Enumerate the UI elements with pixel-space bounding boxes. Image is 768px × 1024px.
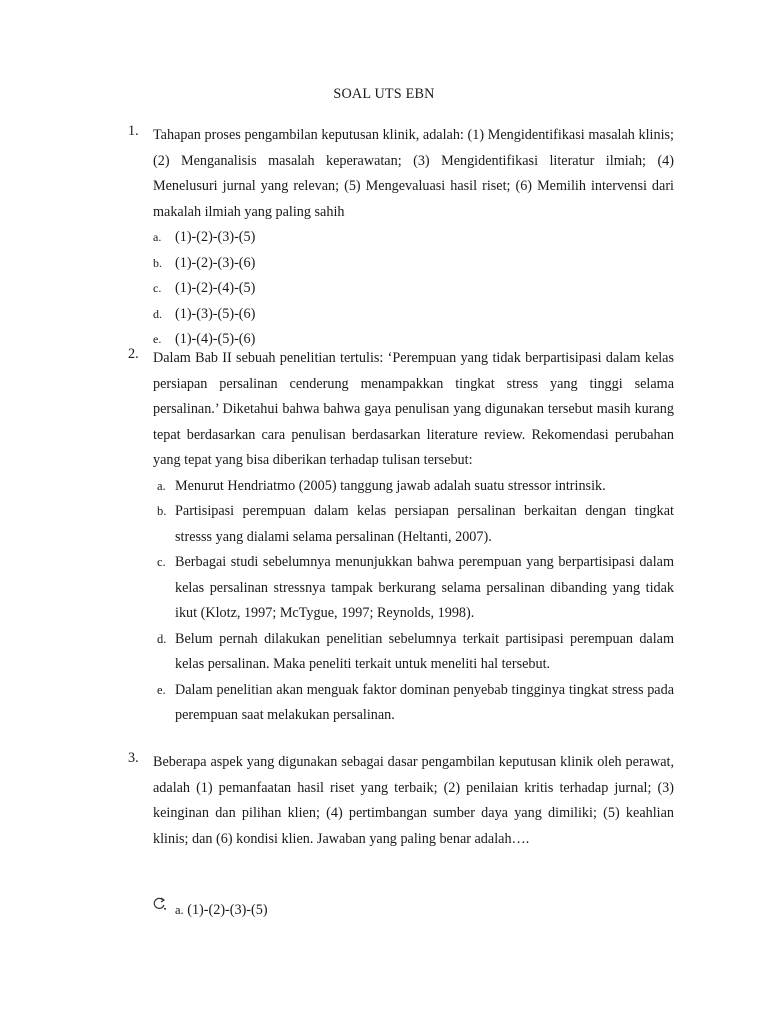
option-text: (1)-(2)-(4)-(5) bbox=[175, 280, 256, 296]
option-letter: c. bbox=[153, 281, 162, 295]
option-text: (1)-(3)-(5)-(6) bbox=[175, 305, 256, 322]
option-item bbox=[153, 276, 674, 302]
option-item bbox=[153, 474, 674, 500]
option-letter: a. bbox=[157, 478, 166, 493]
option-text: (1)-(4)-(5)-(6) bbox=[175, 331, 256, 347]
option-letter: e. bbox=[157, 682, 166, 697]
option-item bbox=[153, 302, 674, 328]
option-text: (1)-(2)-(3)-(5) bbox=[187, 902, 268, 918]
option-text: Berbagai studi sebelumnya menunjukkan bahwa perempuan yang berpartisipasi dalam kelas persalinan stressnya tampak berkurang selama persalinan dibanding yang tidak ikut (Klotz, 1997; McTygue, 1997; Reynolds, 1998). bbox=[175, 554, 674, 621]
option-text: Menurut Hendriatmo (2005) tanggung jawab adalah suatu stressor intrinsik. bbox=[175, 477, 606, 494]
option-text: (1)-(2)-(3)-(6) bbox=[175, 254, 256, 271]
option-item bbox=[153, 499, 674, 550]
option-item bbox=[153, 627, 674, 678]
rotate-arrow-icon bbox=[153, 896, 167, 917]
option-letter: e. bbox=[153, 332, 162, 346]
option-letter: c. bbox=[157, 555, 166, 569]
option-text: Dalam penelitian akan menguak faktor dominan penyebab tingginya tingkat stress pada perempuan saat melakukan persalinan. bbox=[175, 681, 674, 723]
option-item bbox=[153, 225, 674, 251]
option-letter: d. bbox=[153, 306, 162, 321]
option-list bbox=[128, 474, 674, 729]
option-list bbox=[128, 225, 674, 353]
document-title: SOAL UTS EBN bbox=[333, 86, 435, 102]
question-stem: Tahapan proses pengambilan keputusan klinik, adalah: (1) Mengidentifikasi masalah klinis; (2) Menganalisis masalah keperawatan; (3) Mengidentifikasi literatur ilmiah; (4) Menelusuri jurnal yang relevan; (5) Mengevaluasi hasil riset; (6) Memilih intervensi dari makalah ilmiah yang paling sahih bbox=[153, 127, 674, 220]
option-text: (1)-(2)-(3)-(5) bbox=[175, 229, 256, 245]
option-letter: a. bbox=[153, 230, 162, 244]
question-number: 1. bbox=[128, 123, 139, 139]
option-item bbox=[175, 902, 268, 919]
question-stem: Beberapa aspek yang digunakan sebagai dasar pengambilan keputusan klinik oleh perawat, adalah (1) pemanfaatan hasil riset yang terbaik; (2) penilaian kritis terhadap jurnal; (3) keinginan dan pilihan klien; (4) pertimbangan sumber daya yang dimiliki; (5) keahlian klinis; dan (6) kondisi klien. Jawaban yang paling benar adalah…. bbox=[153, 754, 674, 847]
option-text: Belum pernah dilakukan penelitian sebelumnya terkait partisipasi perempuan dalam kelas persalinan. Maka peneliti terkait untuk meneliti hal tersebut. bbox=[175, 630, 674, 672]
question-number: 3. bbox=[128, 750, 139, 766]
question-2 bbox=[128, 346, 674, 729]
option-letter: b. bbox=[153, 255, 162, 270]
option-item bbox=[153, 550, 674, 627]
option-letter: b. bbox=[157, 504, 167, 518]
question-1 bbox=[128, 123, 674, 353]
question-3 bbox=[128, 750, 674, 852]
option-letter: a. bbox=[175, 903, 184, 917]
option-item bbox=[153, 251, 674, 277]
option-text: Partisipasi perempuan dalam kelas persiapan persalinan berkaitan dengan tingkat stresss yang dialami selama persalinan (Heltanti, 2007). bbox=[175, 503, 674, 545]
option-letter: d. bbox=[157, 631, 167, 646]
option-item bbox=[153, 678, 674, 729]
question-stem: Dalam Bab II sebuah penelitian tertulis: ‘Perempuan yang tidak berpartisipasi dalam kelas persiapan persalinan cenderung menampakkan tingkat stress yang tinggi selama persalinan.’ Diketahui bahwa bahwa gaya penulisan yang digunakan tersebut masih kurang tepat berdasarkan cara penulisan berdasarkan literature review. Rekomendasi perubahan yang tepat yang bisa diberikan terhadap tulisan tersebut: bbox=[153, 350, 674, 468]
question-number: 2. bbox=[128, 346, 139, 362]
